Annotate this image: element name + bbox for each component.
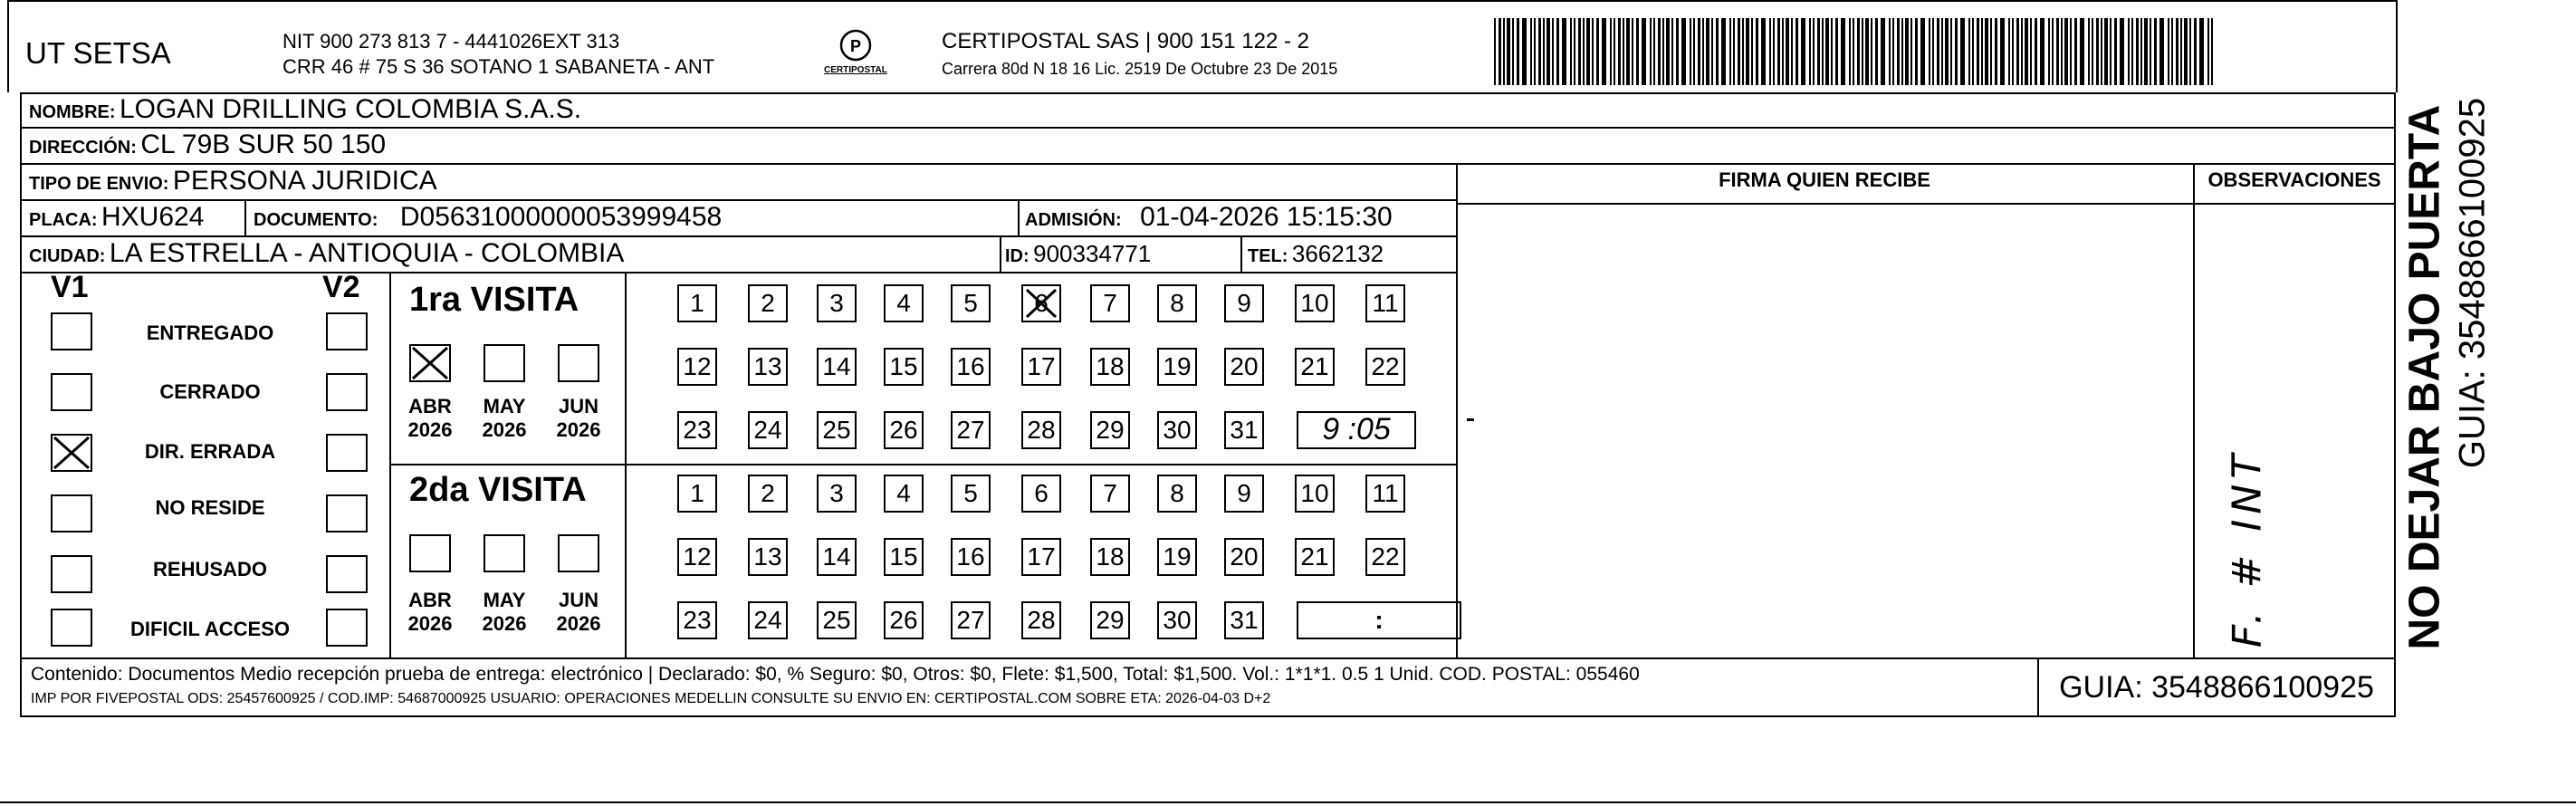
first-visit-day-16[interactable]: 16: [951, 348, 991, 386]
direccion-value: CL 79B SUR 50 150: [140, 130, 387, 159]
admision-value: 01-04-2026 15:15:30: [1140, 202, 1393, 232]
placa-value: HXU624: [101, 202, 205, 232]
first-visit-day-21[interactable]: 21: [1295, 348, 1335, 386]
barcode-bar: [1738, 18, 1740, 85]
barcode-bar: [2035, 18, 2037, 85]
second-visit-day-8[interactable]: 8: [1157, 475, 1197, 513]
barcode-bar: [1791, 18, 1793, 85]
barcode-bar: [1929, 18, 1930, 85]
barcode-bar: [1995, 18, 1997, 85]
barcode-bar: [1990, 18, 1992, 85]
barcode-bar: [1623, 18, 1624, 85]
barcode-bar: [1920, 18, 1925, 85]
second-visit-day-2[interactable]: 2: [748, 475, 788, 513]
barcode-bar: [2159, 18, 2164, 85]
barcode-bar: [1562, 18, 1566, 85]
v2-checkbox-no-reside[interactable]: [326, 494, 368, 533]
barcode-bar: [1626, 18, 1630, 85]
first-visit-day-27[interactable]: 27: [951, 411, 991, 449]
v1-checkbox-cerrado[interactable]: [51, 373, 92, 411]
barcode-bar: [1729, 18, 1731, 85]
tipo-envio-label: TIPO DE ENVIO:: [29, 174, 169, 194]
first-visit-year-jun: 2026: [556, 418, 601, 441]
v2-checkbox-cerrado[interactable]: [326, 373, 368, 411]
second-visit-day-26[interactable]: 26: [884, 601, 924, 639]
second-visit-month-abr-checkbox[interactable]: [409, 534, 451, 572]
second-visit-day-11[interactable]: 11: [1365, 475, 1405, 513]
second-visit-day-4[interactable]: 4: [884, 475, 924, 513]
v1-checkbox-entregado[interactable]: [51, 312, 92, 350]
barcode-bar: [1910, 18, 1912, 85]
placa-label: PLACA:: [29, 210, 98, 230]
first-visit-day-30[interactable]: 30: [1157, 411, 1197, 449]
barcode-bar: [2184, 18, 2188, 85]
v2-checkbox-dir-errada[interactable]: [326, 434, 368, 472]
barcode-bar: [1721, 18, 1726, 85]
barcode-bar: [1825, 18, 1829, 85]
first-visit-day-2[interactable]: 2: [748, 284, 788, 322]
barcode-bar: [1592, 18, 1594, 85]
observaciones-label: OBSERVACIONES: [2207, 168, 2381, 191]
first-visit-day-12[interactable]: 12: [677, 348, 717, 386]
first-visit-day-29[interactable]: 29: [1090, 411, 1130, 449]
barcode-bar: [2131, 18, 2133, 85]
barcode-bar: [1841, 18, 1845, 85]
v1-checkbox-rehusado[interactable]: [51, 555, 92, 593]
barcode-bar: [1871, 18, 1872, 85]
tel-value: 3662132: [1291, 240, 1384, 267]
barcode-bar: [1875, 18, 1878, 85]
first-visit-month-may-checkbox[interactable]: [484, 344, 525, 382]
barcode-bar: [1702, 18, 1704, 85]
v1-checkbox-dir-errada[interactable]: [51, 434, 92, 472]
barcode-bar: [1614, 18, 1615, 85]
barcode-bar: [1897, 18, 1900, 85]
barcode-bar: [2176, 18, 2179, 85]
barcode-bar: [2114, 18, 2117, 85]
barcode-bar: [1499, 18, 1501, 85]
barcode-bar: [1538, 18, 1541, 85]
second-visit-day-14[interactable]: 14: [817, 538, 857, 576]
barcode-bar: [1586, 18, 1590, 85]
barcode-bar: [1534, 18, 1536, 85]
barcode-bar: [1905, 18, 1909, 85]
first-visit-month-may: MAY: [483, 395, 526, 417]
barcode-bar: [1901, 18, 1903, 85]
barcode-bar: [2016, 18, 2019, 85]
company-address: CRR 46 # 75 S 36 SOTANO 1 SABANETA - ANT: [282, 55, 715, 78]
barcode-bar: [2074, 18, 2077, 85]
second-visit-day-20[interactable]: 20: [1224, 538, 1264, 576]
barcode-bar: [1782, 18, 1784, 85]
barcode-bar: [1632, 18, 1633, 85]
barcode-bar: [1801, 18, 1805, 85]
barcode-bar: [2128, 18, 2130, 85]
second-visit-day-17[interactable]: 17: [1021, 538, 1061, 576]
certipostal-logo-icon: [838, 27, 874, 63]
barcode-bar: [2052, 18, 2054, 85]
barcode: [1492, 18, 2217, 85]
barcode-bar: [1849, 18, 1851, 85]
barcode-bar: [2092, 18, 2093, 85]
barcode-bar: [1915, 18, 1918, 85]
tipo-envio-value: PERSONA JURIDICA: [172, 166, 437, 196]
barcode-bar: [1937, 18, 1939, 85]
first-visit-day-3[interactable]: 3: [817, 284, 857, 322]
side-guia-container: [2450, 97, 2495, 643]
barcode-bar: [1950, 18, 1952, 85]
barcode-bar: [1636, 18, 1639, 85]
barcode-bar: [1650, 18, 1652, 85]
barcode-bar: [2144, 18, 2148, 85]
first-visit-day-22[interactable]: 22: [1365, 348, 1405, 386]
observaciones-handwritten-text: F. # INT: [2224, 448, 2271, 648]
barcode-bar: [1985, 18, 1988, 85]
second-visit-label: 2da VISITA: [409, 471, 587, 509]
first-visit-day-31[interactable]: 31: [1224, 411, 1264, 449]
barcode-bar: [1671, 18, 1673, 85]
barcode-bar: [1881, 18, 1885, 85]
first-visit-month-jun: JUN: [558, 395, 599, 417]
barcode-bar: [1706, 18, 1709, 85]
second-visit-day-23[interactable]: 23: [677, 601, 717, 639]
barcode-bar: [1574, 18, 1575, 85]
id-value: 900334771: [1033, 240, 1152, 267]
first-visit-day-15[interactable]: 15: [884, 348, 924, 386]
barcode-bar: [2064, 18, 2068, 85]
first-visit-time-box[interactable]: 9 :05: [1297, 411, 1416, 449]
footer-guia: GUIA: 3548866100925: [2059, 670, 2374, 705]
first-visit-month-abr: ABR: [408, 395, 452, 417]
barcode-bar: [1618, 18, 1621, 85]
barcode-bar: [1530, 18, 1532, 85]
barcode-bar: [2104, 18, 2108, 85]
barcode-bar: [1552, 18, 1554, 85]
barcode-bar: [1507, 18, 1510, 85]
second-visit-day-22[interactable]: 22: [1365, 538, 1405, 576]
barcode-bar: [1977, 18, 1979, 85]
barcode-bar: [2030, 18, 2032, 85]
barcode-bar: [1596, 18, 1599, 85]
barcode-bar: [2040, 18, 2045, 85]
barcode-bar: [1865, 18, 1869, 85]
barcode-bar: [2021, 18, 2023, 85]
second-visit-day-12[interactable]: 12: [677, 538, 717, 576]
first-visit-day-17[interactable]: 17: [1021, 348, 1061, 386]
barcode-bar: [1676, 18, 1679, 85]
barcode-bar: [1756, 18, 1758, 85]
barcode-bar: [1602, 18, 1606, 85]
barcode-bar: [2056, 18, 2059, 85]
second-visit-day-24[interactable]: 24: [748, 601, 788, 639]
barcode-bar: [1494, 18, 1496, 85]
second-visit-month-abr: ABR: [408, 589, 452, 611]
footer-line2: IMP POR FIVEPOSTAL ODS: 25457600925 / COD.IMP: 54687000925 USUARIO: OPERACIONES MEDELLIN CONSULTE SU ENVIO EN: CERTIPOSTAL.COM SOBRE ETA: 2026-04-03 D+2: [31, 691, 1271, 706]
barcode-bar: [1503, 18, 1505, 85]
first-visit-day-4[interactable]: 4: [884, 284, 924, 322]
barcode-bar: [2080, 18, 2084, 85]
first-visit-day-13[interactable]: 13: [748, 348, 788, 386]
first-visit-day-1[interactable]: 1: [677, 284, 717, 322]
status-dir-errada: DIR. ERRADA: [144, 440, 276, 463]
barcode-bar: [2101, 18, 2102, 85]
v2-checkbox-dificil-acceso[interactable]: [326, 609, 368, 647]
second-visit-year-jun: 2026: [556, 612, 601, 635]
status-rehusado: REHUSADO: [153, 558, 267, 581]
barcode-bar: [1716, 18, 1719, 85]
barcode-bar: [2171, 18, 2173, 85]
barcode-bar: [1857, 18, 1860, 85]
barcode-bar: [2012, 18, 2014, 85]
barcode-bar: [2008, 18, 2010, 85]
barcode-bar: [1610, 18, 1612, 85]
nombre-label: NOMBRE:: [29, 102, 116, 122]
barcode-bar: [2048, 18, 2050, 85]
v1-checkbox-dificil-acceso[interactable]: [51, 609, 92, 647]
barcode-bar: [1955, 18, 1958, 85]
second-visit-day-16[interactable]: 16: [951, 538, 991, 576]
documento-value: D05631000000053999458: [399, 202, 723, 232]
second-visit-day-30[interactable]: 30: [1157, 601, 1197, 639]
status-entregado: ENTREGADO: [146, 321, 274, 344]
barcode-bar: [2150, 18, 2151, 85]
first-visit-day-26[interactable]: 26: [884, 411, 924, 449]
barcode-bar: [1972, 18, 1974, 85]
barcode-bar: [1711, 18, 1713, 85]
second-visit-month-may: MAY: [483, 589, 526, 611]
barcode-bar: [2189, 18, 2191, 85]
barcode-bar: [2110, 18, 2112, 85]
barcode-bar: [1796, 18, 1798, 85]
second-visit-day-5[interactable]: 5: [951, 475, 991, 513]
barcode-bar: [1813, 18, 1815, 85]
first-visit-label: 1ra VISITA: [409, 281, 579, 319]
id-label: ID:: [1005, 246, 1029, 266]
barcode-bar: [1761, 18, 1766, 85]
second-visit-day-29[interactable]: 29: [1090, 601, 1130, 639]
second-visit-month-may-checkbox[interactable]: [484, 534, 525, 572]
barcode-bar: [1835, 18, 1838, 85]
svg-text:P: P: [849, 37, 862, 55]
first-visit-day-20[interactable]: 20: [1224, 348, 1264, 386]
side-warning: NO DEJAR BAJO PUERTA: [2400, 104, 2449, 650]
barcode-bar: [1556, 18, 1559, 85]
barcode-bar: [2120, 18, 2124, 85]
second-visit-month-jun: JUN: [558, 589, 599, 611]
v2-checkbox-rehusado[interactable]: [326, 555, 368, 593]
v2-checkbox-entregado[interactable]: [326, 312, 368, 350]
barcode-bar: [1693, 18, 1695, 85]
barcode-bar: [2136, 18, 2139, 85]
barcode-bar: [2207, 18, 2209, 85]
barcode-bar: [1742, 18, 1744, 85]
first-visit-day-18[interactable]: 18: [1090, 348, 1130, 386]
second-visit-year-abr: 2026: [407, 612, 453, 635]
barcode-bar: [1578, 18, 1581, 85]
observaciones-handwritten: [2220, 435, 2274, 652]
second-visit-month-jun-checkbox[interactable]: [558, 534, 599, 572]
barcode-bar: [1941, 18, 1943, 85]
footer-line1: Contenido: Documentos Medio recepción prueba de entrega: electrónico | Declarado: $0, % Seguro: $0, Otros: $0, Flete: $1,500, Total: $1,500. Vol.: 1*1*1. 0.5 1 Unid. COD. POSTAL: 055460: [31, 664, 1640, 685]
barcode-bar: [1658, 18, 1661, 85]
barcode-bar: [1746, 18, 1749, 85]
first-visit-day-11[interactable]: 11: [1365, 284, 1405, 322]
first-visit-day-25[interactable]: 25: [817, 411, 857, 449]
status-cerrado: CERRADO: [159, 380, 261, 403]
barcode-bar: [1543, 18, 1545, 85]
barcode-bar: [2025, 18, 2028, 85]
first-visit-month-jun-checkbox[interactable]: [558, 344, 599, 382]
carrier-name: CERTIPOSTAL SAS | 900 151 122 - 2: [942, 29, 1309, 53]
v1-label: V1: [51, 270, 89, 304]
first-visit-day-7[interactable]: 7: [1090, 284, 1130, 322]
v1-checkbox-no-reside[interactable]: [51, 494, 92, 533]
first-visit-day-9[interactable]: 9: [1224, 284, 1264, 322]
admision-label: ADMISIÓN:: [1025, 210, 1122, 230]
documento-label: DOCUMENTO:: [254, 210, 378, 230]
second-visit-day-15[interactable]: 15: [884, 538, 924, 576]
barcode-bar: [1960, 18, 1965, 85]
logo-text: CERTIPOSTAL: [824, 65, 887, 75]
ciudad-value: LA ESTRELLA - ANTIOQUIA - COLOMBIA: [109, 238, 625, 268]
barcode-bar: [1809, 18, 1811, 85]
signature-mark: [1467, 418, 1474, 421]
barcode-bar: [2140, 18, 2142, 85]
second-visit-day-28[interactable]: 28: [1021, 601, 1061, 639]
first-visit-day-19[interactable]: 19: [1157, 348, 1197, 386]
barcode-bar: [2211, 18, 2213, 85]
barcode-bar: [1642, 18, 1646, 85]
barcode-bar: [2180, 18, 2182, 85]
barcode-bar: [1831, 18, 1833, 85]
first-visit-day-24[interactable]: 24: [748, 411, 788, 449]
barcode-bar: [2061, 18, 2063, 85]
barcode-bar: [1690, 18, 1691, 85]
barcode-bar: [2088, 18, 2090, 85]
side-warning-container: [2398, 100, 2452, 650]
second-visit-day-6[interactable]: 6: [1021, 475, 1061, 513]
barcode-bar: [1981, 18, 1983, 85]
ciudad-label: CIUDAD:: [29, 246, 106, 266]
carrier-address: Carrera 80d N 18 16 Lic. 2519 De Octubre 23 De 2015: [942, 60, 1338, 78]
barcode-bar: [1570, 18, 1572, 85]
barcode-bar: [1932, 18, 1934, 85]
first-visit-year-abr: 2026: [407, 418, 453, 441]
first-visit-day-6[interactable]: 6: [1021, 284, 1061, 322]
barcode-bar: [1822, 18, 1824, 85]
second-visit-year-may: 2026: [482, 612, 527, 635]
barcode-bar: [1583, 18, 1585, 85]
barcode-bar: [2096, 18, 2099, 85]
second-visit-day-18[interactable]: 18: [1090, 538, 1130, 576]
barcode-bar: [1512, 18, 1514, 85]
barcode-bar: [2000, 18, 2005, 85]
first-visit-day-10[interactable]: 10: [1295, 284, 1335, 322]
firma-label: FIRMA QUIEN RECIBE: [1719, 168, 1930, 191]
barcode-bar: [1666, 18, 1670, 85]
first-visit-day-5[interactable]: 5: [951, 284, 991, 322]
second-visit-day-10[interactable]: 10: [1295, 475, 1335, 513]
second-visit-day-25[interactable]: 25: [817, 601, 857, 639]
nombre-value: LOGAN DRILLING COLOMBIA S.A.S.: [120, 94, 582, 124]
company-nit: NIT 900 273 813 7 - 4441026EXT 313: [282, 30, 620, 53]
tel-label: TEL:: [1248, 246, 1288, 266]
barcode-bar: [2154, 18, 2157, 85]
barcode-bar: [1662, 18, 1664, 85]
second-visit-day-9[interactable]: 9: [1224, 475, 1264, 513]
barcode-bar: [1892, 18, 1894, 85]
second-visit-day-19[interactable]: 19: [1157, 538, 1197, 576]
barcode-bar: [1751, 18, 1753, 85]
barcode-bar: [1945, 18, 1949, 85]
barcode-bar: [1853, 18, 1854, 85]
second-visit-day-1[interactable]: 1: [677, 475, 717, 513]
direccion-label: DIRECCIÓN:: [29, 138, 137, 158]
status-no-reside: NO RESIDE: [155, 496, 265, 519]
barcode-bar: [1817, 18, 1820, 85]
barcode-bar: [2168, 18, 2169, 85]
first-visit-month-abr-checkbox[interactable]: [409, 344, 451, 382]
second-visit-day-7[interactable]: 7: [1090, 475, 1130, 513]
barcode-bar: [1517, 18, 1519, 85]
first-visit-year-may: 2026: [482, 418, 527, 441]
barcode-bar: [1653, 18, 1655, 85]
status-dificil-acceso: DIFICIL ACCESO: [129, 618, 290, 640]
first-visit-day-23[interactable]: 23: [677, 411, 717, 449]
barcode-bar: [2070, 18, 2072, 85]
barcode-bar: [1547, 18, 1550, 85]
first-visit-day-14[interactable]: 14: [817, 348, 857, 386]
barcode-bar: [1786, 18, 1789, 85]
barcode-bar: [1733, 18, 1735, 85]
second-visit-day-27[interactable]: 27: [951, 601, 991, 639]
barcode-bar: [1773, 18, 1775, 85]
barcode-bar: [1769, 18, 1771, 85]
second-visit-day-3[interactable]: 3: [817, 475, 857, 513]
first-visit-day-8[interactable]: 8: [1157, 284, 1197, 322]
side-guia: GUIA: 3548866100925: [2452, 97, 2493, 469]
barcode-bar: [1522, 18, 1527, 85]
second-visit-day-13[interactable]: 13: [748, 538, 788, 576]
first-visit-day-28[interactable]: 28: [1021, 411, 1061, 449]
second-visit-time-box[interactable]: :: [1297, 601, 1461, 639]
second-visit-day-31[interactable]: 31: [1224, 601, 1264, 639]
barcode-bar: [1862, 18, 1863, 85]
barcode-bar: [1698, 18, 1700, 85]
barcode-bar: [1968, 18, 1970, 85]
v2-label: V2: [322, 270, 360, 304]
second-visit-day-21[interactable]: 21: [1295, 538, 1335, 576]
barcode-bar: [1889, 18, 1891, 85]
barcode-bar: [1681, 18, 1686, 85]
company-name: UT SETSA: [25, 36, 171, 70]
barcode-bar: [1777, 18, 1780, 85]
barcode-bar: [2194, 18, 2197, 85]
barcode-bar: [2199, 18, 2204, 85]
